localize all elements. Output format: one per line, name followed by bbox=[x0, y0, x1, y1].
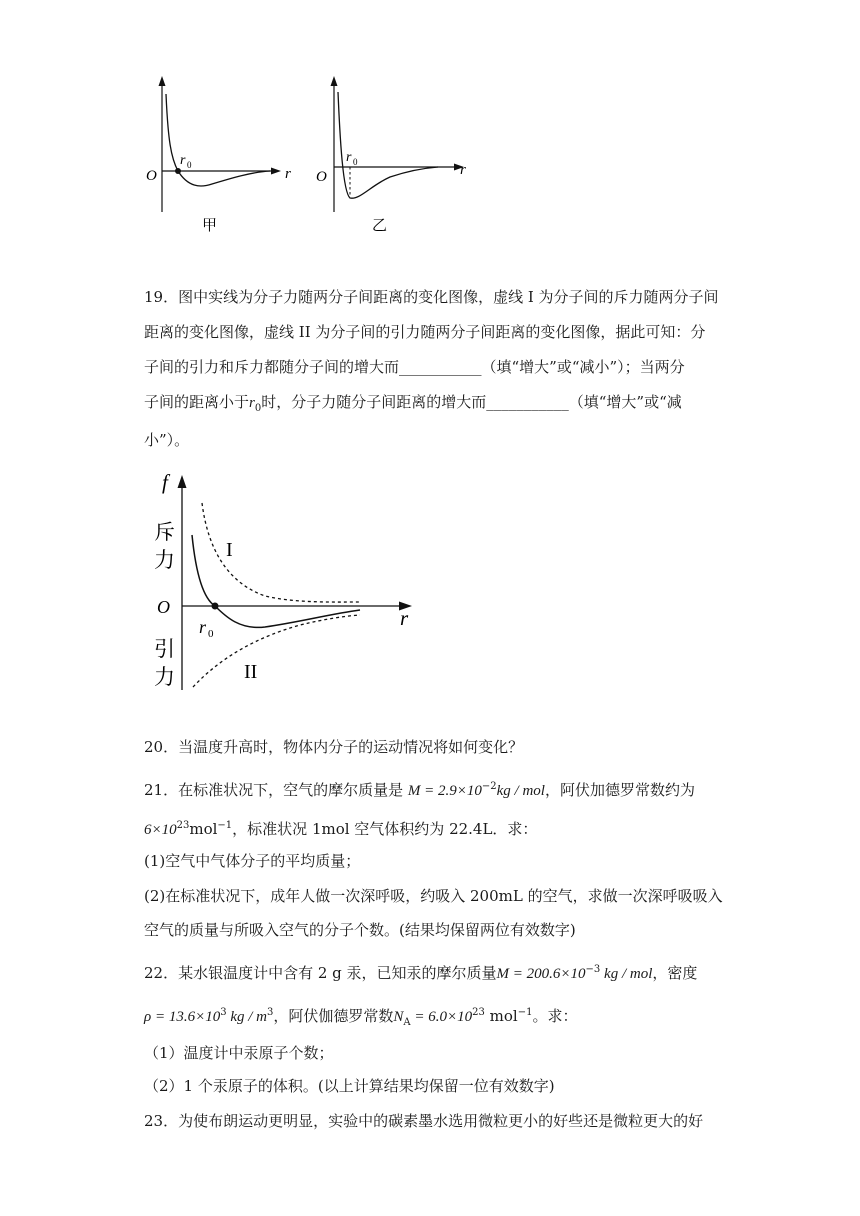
jia-x-arrow bbox=[271, 168, 281, 175]
force-r0-label: r bbox=[199, 617, 207, 637]
q22-molar-mass-unit: kg / mol bbox=[600, 966, 653, 982]
q21-avogadro-exp: 23 bbox=[176, 820, 190, 831]
q21-molar-mass-exp: −2 bbox=[481, 781, 497, 792]
q22-molar-mass: M = 200.6×10 bbox=[496, 966, 586, 982]
q22-line-4: （2）1 个汞原子的体积。(以上计算结果均保留一位有效数字) bbox=[144, 1077, 555, 1095]
jia-r0-sub: 0 bbox=[187, 160, 192, 170]
force-origin-label: O bbox=[157, 597, 170, 617]
q22-line-1-b: ，密度 bbox=[652, 964, 698, 982]
q22-line-2-c: 。求： bbox=[532, 1007, 578, 1025]
q19-line-5: 小”）。 bbox=[144, 431, 190, 449]
jia-caption: 甲 bbox=[202, 216, 218, 234]
q21-molar-mass: M = 2.9×10 bbox=[407, 783, 482, 799]
figure-jia bbox=[140, 70, 310, 245]
q21-line-4: (2)在标准状况下，成年人做一次深呼吸，约吸入 200mL 的空气，求做一次深呼吸吸入 bbox=[144, 887, 723, 905]
force-f-label: f bbox=[162, 470, 168, 494]
q22-na-exp: 23 bbox=[472, 1007, 485, 1018]
q22-na-unit-exp: −1 bbox=[517, 1007, 533, 1018]
q22-density-unit-exp: 3 bbox=[267, 1007, 274, 1018]
q21-molar-mass-unit: kg / mol bbox=[496, 783, 545, 799]
q22-line-3: （1）温度计中汞原子个数； bbox=[144, 1044, 334, 1062]
attraction-char-2: 力 bbox=[154, 665, 175, 689]
q22-line-1-a: 22．某水银温度计中含有 2 g 汞，已知汞的摩尔质量 bbox=[144, 964, 497, 982]
q19-line-2: 距离的变化图像，虚线 II 为分子间的引力随两分子间距离的变化图像，据此可知：分 bbox=[144, 323, 706, 341]
q22-density-exp: 3 bbox=[220, 1007, 227, 1018]
yi-axis-label: r bbox=[460, 162, 466, 178]
jia-axis-label: r bbox=[285, 166, 291, 182]
q21-avogadro-unit-exp: −1 bbox=[217, 820, 233, 831]
figure-force bbox=[140, 465, 440, 700]
q22-na-unit: mol bbox=[484, 1007, 518, 1025]
q22-molar-mass-exp: −3 bbox=[585, 964, 601, 975]
figure-yi bbox=[310, 70, 480, 245]
repulsion-char-1: 斥 bbox=[154, 520, 175, 544]
jia-origin-label: O bbox=[146, 168, 157, 184]
q21-line-1-b: ，阿伏加德罗常数约为 bbox=[544, 781, 695, 799]
force-axis-label: r bbox=[400, 606, 409, 630]
curve-II-label: II bbox=[244, 661, 258, 683]
q21-line-1-a: 21．在标准状况下，空气的摩尔质量是 bbox=[144, 781, 404, 799]
yi-r0-label: r bbox=[346, 150, 352, 165]
yi-y-arrow bbox=[331, 76, 338, 86]
curve-solid-net-force bbox=[192, 535, 360, 627]
q22-line-1 bbox=[144, 960, 697, 984]
q22-density-unit: kg / m bbox=[226, 1009, 267, 1025]
q22-line-2 bbox=[144, 1003, 577, 1033]
q19-line-4 bbox=[144, 392, 682, 419]
force-r0-sub: 0 bbox=[208, 628, 214, 640]
q19-line-4-b: 时，分子力随分子间距离的增大而___________（填“增大”或“减 bbox=[261, 393, 682, 411]
q22-density: ρ = 13.6×10 bbox=[144, 1009, 221, 1025]
repulsion-char-2: 力 bbox=[154, 548, 175, 572]
jia-r0-point bbox=[175, 168, 181, 174]
force-y-arrow bbox=[178, 475, 187, 488]
q19-r0-sub: 0 bbox=[254, 403, 262, 414]
jia-r0-label: r bbox=[180, 153, 186, 168]
q21-line-3: (1)空气中气体分子的平均质量； bbox=[144, 852, 361, 870]
yi-origin-label: O bbox=[316, 169, 327, 185]
yi-r0-sub: 0 bbox=[353, 157, 358, 167]
jia-curve bbox=[166, 94, 270, 186]
q21-line-2 bbox=[144, 816, 537, 840]
q19-r0: r bbox=[249, 395, 255, 411]
q20-line-1: 20．当温度升高时，物体内分子的运动情况将如何变化？ bbox=[144, 738, 524, 756]
q21-avogadro: 6×10 bbox=[144, 822, 177, 838]
force-r0-point bbox=[212, 603, 219, 610]
q21-avogadro-unit: mol bbox=[189, 820, 218, 838]
q21-line-1 bbox=[144, 777, 695, 801]
q19-line-1: 19．图中实线为分子力随两分子间距离的变化图像，虚线 I 为分子间的斥力随两分子间 bbox=[144, 288, 719, 306]
jia-y-arrow bbox=[159, 76, 166, 86]
q21-line-5: 空气的质量与所吸入空气的分子个数。(结果均保留两位有效数字) bbox=[144, 921, 576, 939]
q22-na-value: = 6.0×10 bbox=[410, 1009, 473, 1025]
curve-I-label: I bbox=[226, 539, 233, 561]
attraction-char-1: 引 bbox=[154, 637, 175, 661]
q22-na-symbol: N bbox=[393, 1009, 404, 1025]
q19-line-4-a: 子间的距离小于 bbox=[144, 393, 250, 411]
q21-line-2-b: ，标准状况 1mol 空气体积约为 22.4L．求： bbox=[232, 820, 538, 838]
q22-line-2-b: ，阿伏伽德罗常数 bbox=[273, 1007, 394, 1025]
q22-na-sub: A bbox=[403, 1017, 411, 1028]
yi-caption: 乙 bbox=[372, 216, 388, 234]
q19-line-3: 子间的引力和斥力都随分子间的增大而___________（填“增大”或“减小”）；当两分 bbox=[144, 358, 685, 376]
yi-curve bbox=[338, 92, 438, 198]
q23-line-1: 23．为使布朗运动更明显，实验中的碳素墨水选用微粒更小的好些还是微粒更大的好 bbox=[144, 1112, 704, 1130]
